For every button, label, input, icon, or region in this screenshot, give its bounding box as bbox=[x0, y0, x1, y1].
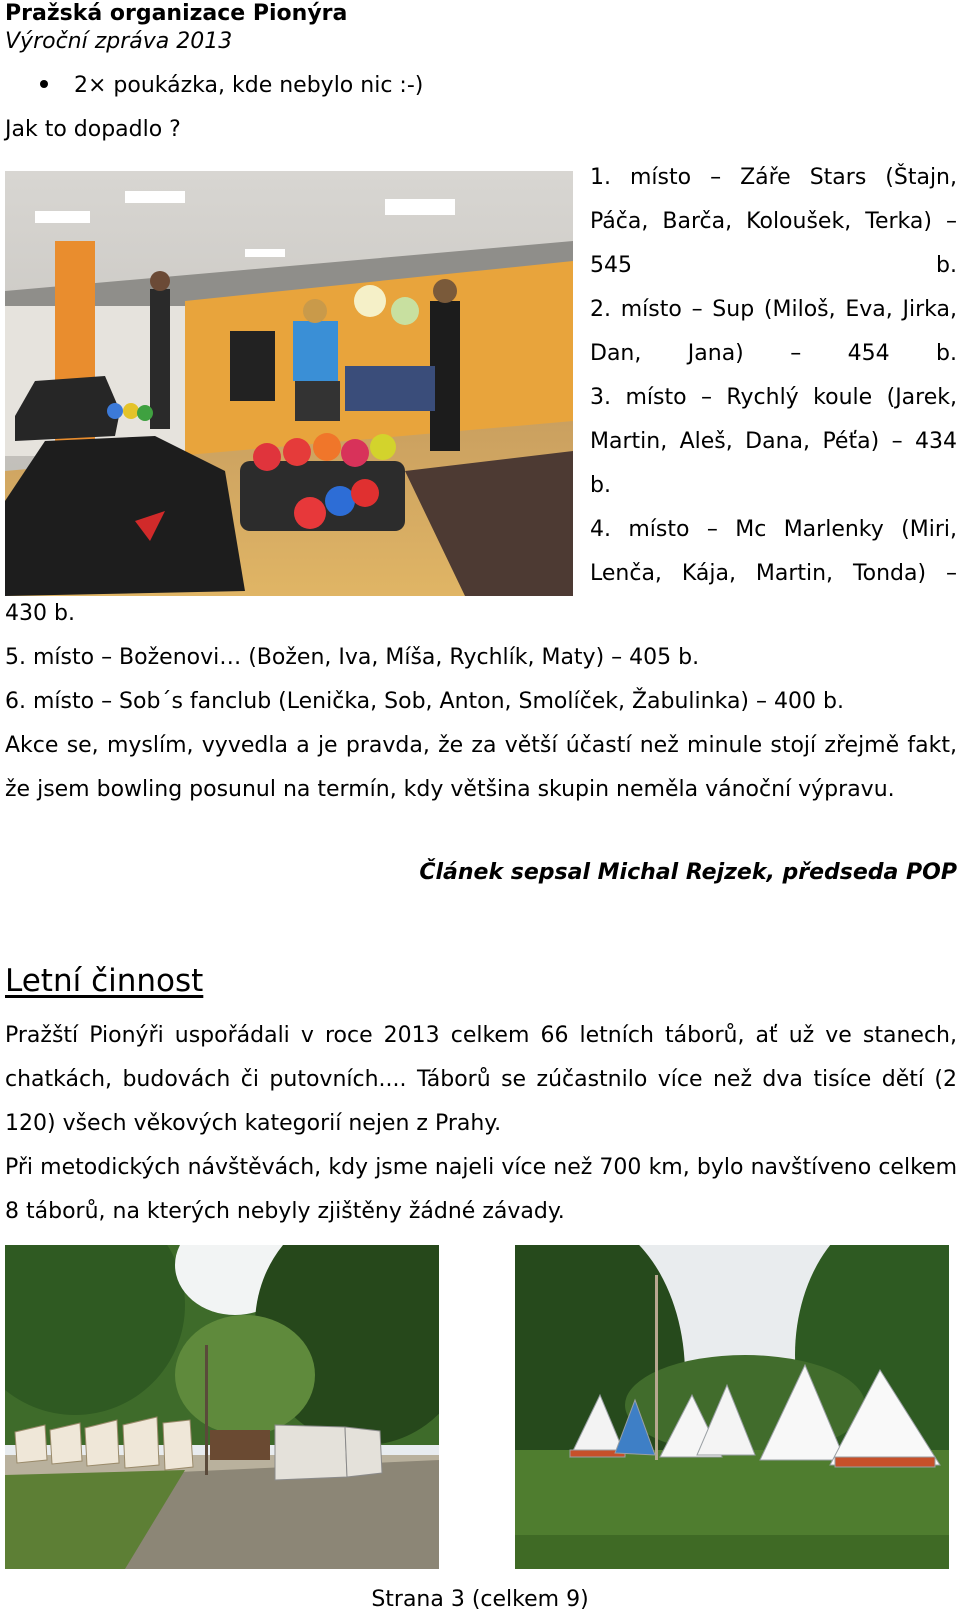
bowling-photo bbox=[5, 171, 573, 596]
page-footer: Strana 3 (celkem 9) bbox=[371, 1587, 589, 1612]
question-line: Jak to dopadlo ? bbox=[5, 117, 181, 142]
summer-paragraph-1: Pražští Pionýři uspořádali v roce 2013 celkem 66 letních táborů, ať už ve stanech, chatkách, budovách či putovních.... Táborů se zúčastnilo více než dva tisíce dětí (2 120) všech věkových kategorií nejen z Prahy. bbox=[5, 1023, 957, 1136]
result-item: 5. místo – Boženovi… (Božen, Iva, Míša, Rychlík, Maty) – 405 b. bbox=[5, 645, 700, 670]
result-item: 1. místo – Záře Stars (Štajn, Páča, Barča, Koloušek, Terka) – 545 b. bbox=[590, 165, 957, 278]
document-header bbox=[5, 0, 347, 56]
result-item: 6. místo – Sob´s fanclub (Lenička, Sob, Anton, Smolíček, Žabulinka) – 400 b. bbox=[5, 689, 844, 714]
bullet-text: 2× poukázka, kde nebylo nic :-) bbox=[74, 73, 424, 98]
camp-teepees-photo bbox=[515, 1245, 949, 1569]
result-item: 2. místo – Sup (Miloš, Eva, Jirka, Dan, Jana) – 454 b. bbox=[590, 297, 957, 366]
article-signature: Článek sepsal Michal Rejzek, předseda POP bbox=[419, 860, 957, 885]
bullet-dot-icon bbox=[40, 80, 48, 88]
camp-cabins-photo bbox=[5, 1245, 439, 1569]
closing-paragraph: Akce se, myslím, vyvedla a je pravda, že za větší účastí než minule stojí zřejmě fakt, že jsem bowling posunul na termín, kdy většina skupin neměla vánoční výpravu. bbox=[5, 733, 957, 802]
result-item: 4. místo – Mc Marlenky (Miri, Lenča, Kája, Martin, Tonda) – bbox=[590, 517, 957, 586]
list-item bbox=[40, 72, 423, 100]
result-item: 3. místo – Rychlý koule (Jarek, Martin, Aleš, Dana, Péťa) – 434 b. bbox=[590, 385, 957, 498]
report-title: Výroční zpráva 2013 bbox=[5, 29, 233, 54]
summer-paragraph-2: Při metodických návštěvách, kdy jsme najeli více než 700 km, bylo navštíveno celkem 8 táborů, na kterých nebyly zjištěny žádné závady. bbox=[5, 1155, 957, 1224]
results-right-column bbox=[590, 156, 957, 596]
organization-name: Pražská organizace Pionýra bbox=[5, 1, 348, 26]
result-item-tail: 430 b. bbox=[5, 601, 75, 626]
section-heading: Letní činnost bbox=[5, 963, 204, 999]
